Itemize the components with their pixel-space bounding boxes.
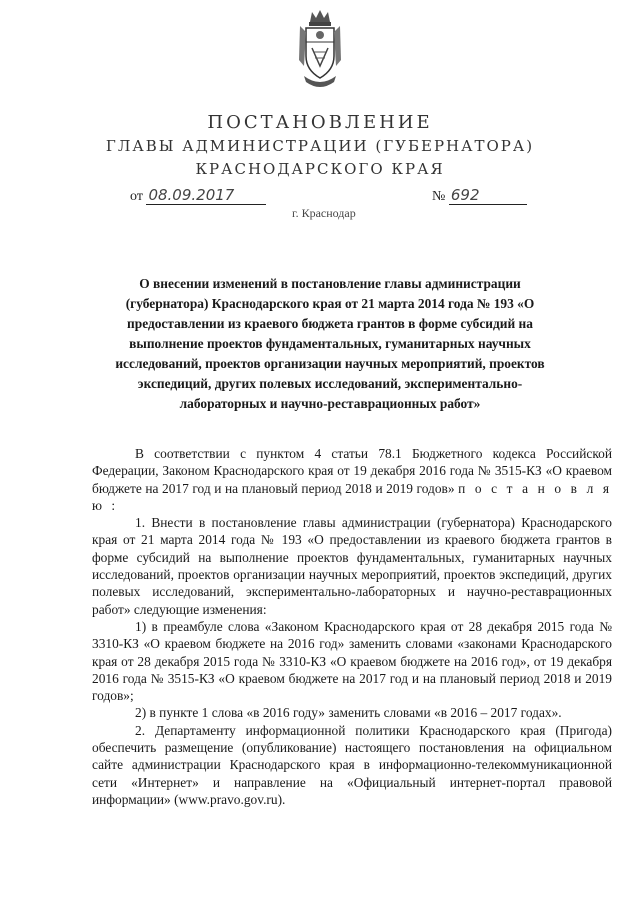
preamble-text: В соответствии с пунктом 4 статьи 78.1 Бюджетного кодекса Российской Федерации, Законом Краснодарского края от 19 декабря 2016 года № 3515-КЗ «О краевом бюджете на 2017 год и на плановый период 2018 и 2019 годов» — [92, 446, 612, 496]
coat-of-arms-emblem — [298, 8, 342, 90]
date-value: 08.09.2017 — [146, 186, 266, 205]
number-value: 692 — [449, 186, 527, 205]
resolve-word: п о с т а н о в л я ю : — [92, 480, 612, 513]
document-body — [92, 445, 612, 808]
number-prefix: № — [432, 189, 446, 204]
document-type-heading: ПОСТАНОВЛЕНИЕ — [207, 112, 433, 133]
issuer-line-1: ГЛАВЫ АДМИНИСТРАЦИИ (ГУБЕРНАТОРА) — [105, 137, 535, 155]
issuer-line-2: КРАСНОДАРСКОГО КРАЯ — [195, 160, 445, 178]
preamble-paragraph — [92, 445, 612, 514]
date-prefix: от — [130, 189, 143, 204]
paragraph-1-2: 2) в пункте 1 слова «в 2016 году» заменить словами «в 2016 – 2017 годах». — [135, 705, 562, 721]
document-number — [432, 186, 527, 205]
paragraph-1-1: 1) в преамбуле слова «Законом Краснодарского края от 28 декабря 2015 года № 3310-КЗ «О краевом бюджете на 2016 год» заменить словами «законами Краснодарского края от 28 декабря 2015 года № 3310-КЗ «О краевом бюджете на 2016 год», от 19 декабря 2016 года № 3515-КЗ «О краевом бюджете на 2017 год и на плановый период 2018 и 2019 годов»; — [92, 618, 612, 704]
document-title: О внесении изменений в постановление главы администрации (губернатора) Краснодарского края от 21 марта 2014 года № 193 «О предоставлении из краевого бюджета грантов в форме субсидий на выполнение проектов фундаментальных, гуманитарных научных исследований, проектов организации научных мероприятий, проектов экспедиций, других полевых исследований, экспериментально-лабораторных и научно-реставрационных работ» — [115, 276, 545, 411]
document-date — [130, 186, 266, 205]
city-line: г. Краснодар — [292, 206, 356, 220]
paragraph-2: 2. Департаменту информационной политики Краснодарского края (Пригода) обеспечить размещение (опубликование) настоящего постановления на официальном сайте администрации Краснодарского края в информационно-телекоммуникационной сети «Интернет» и направление на «Официальный интернет-портал правовой информации» (www.pravo.gov.ru). — [92, 722, 612, 807]
paragraph-1: 1. Внести в постановление главы администрации (губернатора) Краснодарского края от 21 марта 2014 года № 193 «О предоставлении из краевого бюджета грантов в форме субсидий на выполнение проектов фундаментальных, гуманитарных научных исследований, проектов организации научных мероприятий, проектов экспедиций, других полевых исследований, экспериментально-лабораторных и научно-реставрационных работ» следующие изменения: — [92, 515, 612, 617]
